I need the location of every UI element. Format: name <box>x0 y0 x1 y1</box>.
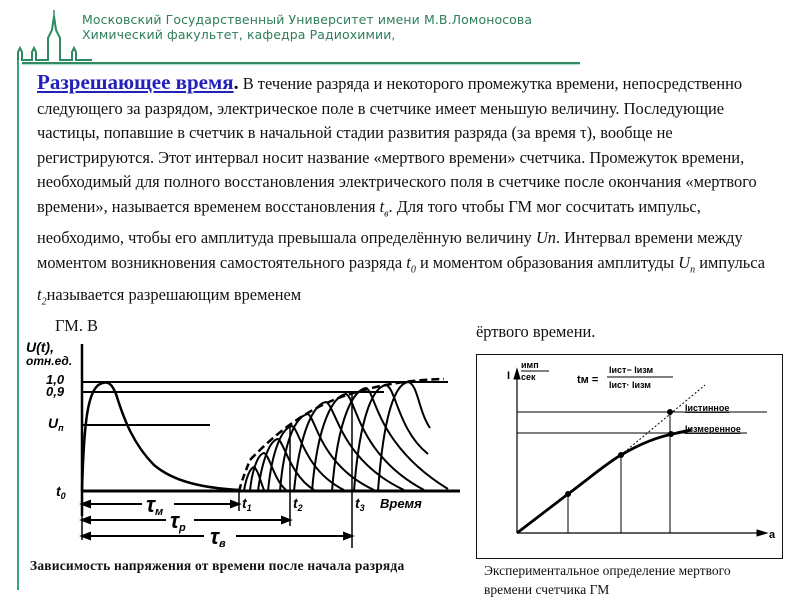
unit-denominator: сек <box>521 372 536 382</box>
left-chart-caption: Зависимость напряжения от времени после начала разряда <box>30 558 405 573</box>
unit-numerator: имп <box>521 360 539 370</box>
y-tick-t0: $t_0$ <box>56 483 66 501</box>
header-line-2: Химический факультет, кафедра Радиохимии, <box>82 27 396 42</box>
recovery-pulses <box>239 379 448 491</box>
first-pulse-curve <box>82 382 239 491</box>
text-part-3: . Интервал времени между моментом возникновения самостоятельного разряда <box>37 228 743 272</box>
formula-denominator: Iист· Iизм <box>609 380 651 390</box>
dead-time-experiment-chart <box>476 354 783 559</box>
title-period: . <box>233 72 239 94</box>
x-axis-label-a: a <box>769 529 776 541</box>
last-line-fragment-left: ГМ. В <box>55 316 98 336</box>
right-caption-line-1: Экспериментальное определение мертвого <box>484 563 731 578</box>
section-title: Разрешающее время <box>37 70 234 94</box>
y-tick-un: $U_п$ <box>48 415 64 433</box>
text-part-4: и моментом образования амплитуды <box>415 252 679 272</box>
legend-measured-rate: Iизмеренное <box>685 424 741 434</box>
text-part-2: . Для того чтобы ГМ мог сосчитать импульс, необходимо, чтобы его амплитуда превышала определённую величину <box>37 196 701 248</box>
legend-true-rate: Iистинное <box>685 403 730 413</box>
tau-v-label: τв <box>210 524 226 550</box>
university-header <box>82 12 532 42</box>
y-tick-0-9: 0,9 <box>46 384 65 399</box>
right-caption-line-2: времени счетчика ГМ <box>484 582 610 597</box>
body-paragraph <box>37 70 782 339</box>
var-t2: $t_2$ <box>37 284 47 307</box>
y-axis-label-I: I <box>507 370 511 382</box>
text-part-5: импульса <box>695 252 766 272</box>
text-part-1: В течение разряда и некоторого промежутка времени, непосредственно следующего за разрядом, электрическое поле в счетчике имеет меньшую величину. Последующие частицы, попавшие в счетчик в начальной стадии развития разряда (за время τ), вообще не регистрируются. Этот интервал носит название «мертвого времени» счетчика. Промежуток времени, необходимый для полного восстановления электрического поля в счетчике после окончания «мертвого времени», называется временем восстановления <box>37 74 757 216</box>
x-axis-label-time: Время <box>380 496 422 511</box>
y-axis-label-1: U(t), <box>26 339 54 355</box>
text-part-6: называется разрешающим временем <box>46 284 302 304</box>
var-t0: $t_0$ <box>406 252 416 276</box>
formula-numerator: Iист− Iизм <box>609 365 654 375</box>
y-axis-label-2: отн.ед. <box>26 354 73 368</box>
tau-p-label: τр <box>170 508 186 534</box>
var-un: Un <box>535 228 556 248</box>
left-border-rule <box>17 60 19 590</box>
header-line-1: Московский Государственный Университет имени М.В.Ломоносова <box>82 12 533 27</box>
marker-t2: $t_2$ <box>293 495 303 513</box>
right-chart-caption <box>484 561 731 599</box>
tau-m-label: τм <box>146 492 164 518</box>
msu-building-logo <box>12 8 92 66</box>
formula-lhs: tм = <box>577 374 599 386</box>
var-tv: $t_в$ <box>379 196 389 219</box>
last-line-fragment-right: ёртвого времени. <box>476 322 596 341</box>
marker-t3: $t_3$ <box>355 495 365 513</box>
y-tick-1-0: 1,0 <box>46 372 65 387</box>
var-un-sub: $U_n$ <box>678 252 696 276</box>
voltage-time-chart <box>24 330 464 550</box>
header-divider <box>22 62 580 64</box>
marker-t1: $t_1$ <box>242 495 252 513</box>
